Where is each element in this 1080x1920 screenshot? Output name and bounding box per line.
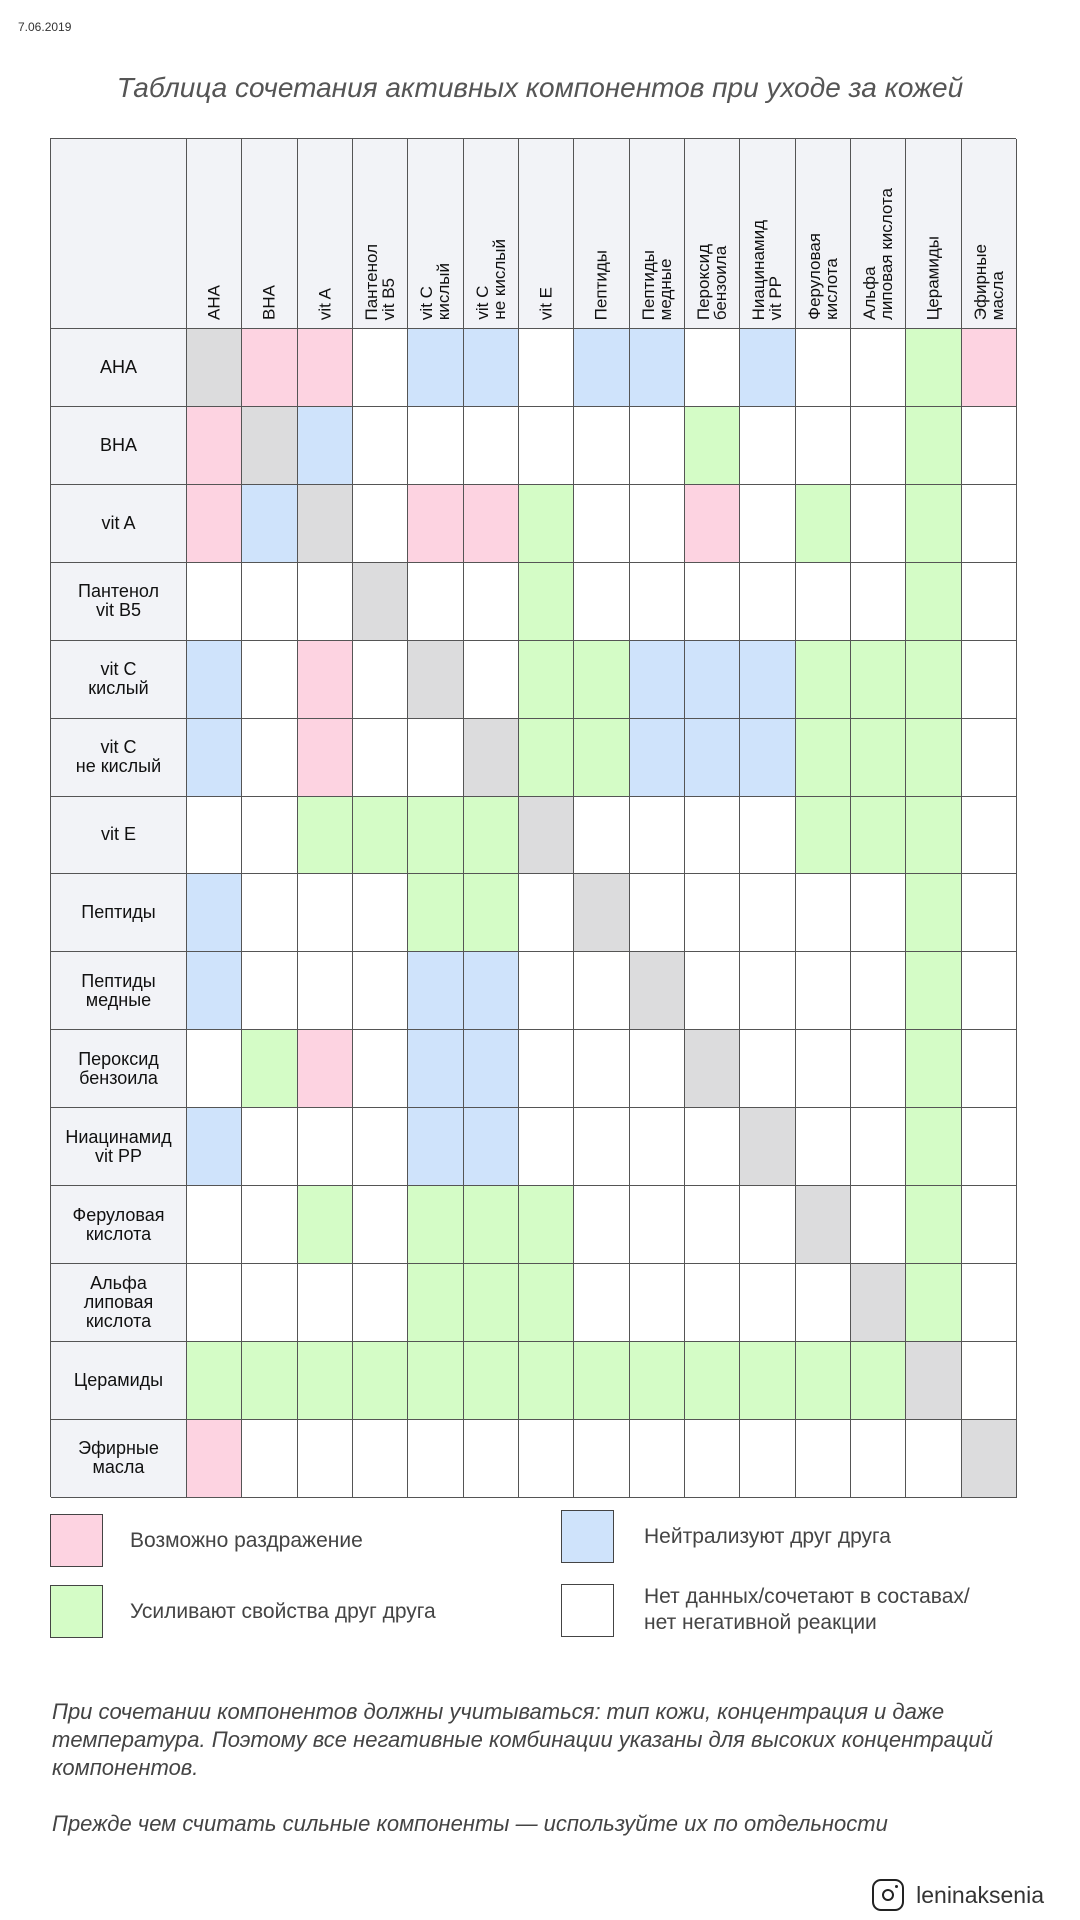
note-paragraph-2: Прежде чем считать сильные компоненты — используйте их по отдельности [52, 1811, 888, 1836]
table-cell-irritation [408, 485, 463, 563]
table-cell-no-data [851, 485, 906, 563]
table-cell-enhance [906, 797, 961, 875]
table-corner [51, 139, 187, 329]
column-header-label: Ниацинамид vit PP [749, 219, 786, 320]
row-header: vit E [51, 797, 187, 875]
table-cell-enhance [574, 641, 629, 719]
table-cell-no-data [408, 563, 463, 641]
table-cell-no-data [298, 1108, 353, 1186]
table-cell-enhance [574, 1342, 629, 1420]
table-cell-no-data [519, 1030, 574, 1108]
table-cell-enhance [796, 719, 851, 797]
table-cell-same [962, 1420, 1017, 1498]
table-cell-no-data [851, 1186, 906, 1264]
table-cell-enhance [519, 719, 574, 797]
table-cell-enhance [242, 1030, 297, 1108]
table-cell-neutralize [630, 719, 685, 797]
table-cell-neutralize [408, 952, 463, 1030]
date-label: 7.06.2019 [18, 20, 72, 34]
table-cell-enhance [906, 1264, 961, 1342]
table-cell-no-data [519, 952, 574, 1030]
table-cell-enhance [408, 797, 463, 875]
table-cell-no-data [574, 1108, 629, 1186]
table-cell-no-data [796, 1420, 851, 1498]
table-cell-enhance [574, 719, 629, 797]
column-header [242, 139, 297, 329]
table-cell-irritation [298, 641, 353, 719]
table-cell-no-data [962, 874, 1017, 952]
table-cell-enhance [408, 1342, 463, 1420]
table-cell-no-data [353, 485, 408, 563]
column-header-label: Пероксид бензоила [694, 243, 731, 320]
table-cell-no-data [574, 1420, 629, 1498]
table-cell-enhance [298, 1342, 353, 1420]
table-cell-enhance [851, 797, 906, 875]
table-cell-no-data [740, 485, 795, 563]
table-cell-no-data [242, 1264, 297, 1342]
table-cell-enhance [685, 1342, 740, 1420]
table-cell-no-data [851, 1108, 906, 1186]
column-header [906, 139, 961, 329]
table-cell-same [685, 1030, 740, 1108]
table-cell-neutralize [740, 641, 795, 719]
row-header: АНА [51, 329, 187, 407]
table-cell-no-data [796, 1264, 851, 1342]
table-cell-enhance [906, 1108, 961, 1186]
table-cell-enhance [464, 797, 519, 875]
column-header [740, 139, 795, 329]
table-cell-enhance [906, 1030, 961, 1108]
column-header-label: Эфирные масла [970, 243, 1007, 320]
table-cell-same [740, 1108, 795, 1186]
table-cell-irritation [187, 407, 242, 485]
table-cell-no-data [298, 1264, 353, 1342]
table-cell-enhance [353, 1342, 408, 1420]
table-cell-no-data [408, 407, 463, 485]
table-cell-enhance [906, 719, 961, 797]
table-cell-no-data [630, 1108, 685, 1186]
column-header [962, 139, 1017, 329]
table-cell-no-data [685, 1264, 740, 1342]
table-cell-no-data [630, 874, 685, 952]
table-cell-enhance [187, 1342, 242, 1420]
table-cell-no-data [962, 1342, 1017, 1420]
table-cell-enhance [906, 407, 961, 485]
table-cell-enhance [796, 797, 851, 875]
column-header [574, 139, 629, 329]
legend-swatch-enhance [50, 1585, 103, 1638]
table-cell-no-data [740, 563, 795, 641]
table-cell-irritation [685, 485, 740, 563]
table-cell-enhance [408, 874, 463, 952]
table-cell-enhance [851, 1342, 906, 1420]
row-header: Церамиды [51, 1342, 187, 1420]
table-cell-no-data [962, 1030, 1017, 1108]
table-cell-enhance [519, 1342, 574, 1420]
row-header: Пептиды [51, 874, 187, 952]
table-cell-neutralize [464, 1030, 519, 1108]
table-cell-neutralize [464, 952, 519, 1030]
table-cell-no-data [574, 797, 629, 875]
table-cell-same [519, 797, 574, 875]
row-header: Пероксид бензоила [51, 1030, 187, 1108]
table-cell-neutralize [408, 329, 463, 407]
column-header [298, 139, 353, 329]
table-cell-no-data [519, 1108, 574, 1186]
table-cell-no-data [685, 329, 740, 407]
table-cell-no-data [962, 1108, 1017, 1186]
table-cell-no-data [464, 1420, 519, 1498]
table-cell-no-data [740, 1264, 795, 1342]
table-cell-enhance [298, 797, 353, 875]
table-cell-enhance [906, 329, 961, 407]
table-cell-enhance [408, 1186, 463, 1264]
table-cell-no-data [519, 1420, 574, 1498]
table-cell-enhance [906, 641, 961, 719]
table-cell-no-data [574, 952, 629, 1030]
column-header [187, 139, 242, 329]
table-cell-no-data [851, 1030, 906, 1108]
table-cell-no-data [685, 1108, 740, 1186]
table-cell-neutralize [408, 1030, 463, 1108]
footer [872, 1876, 1044, 1914]
table-cell-neutralize [740, 329, 795, 407]
table-cell-no-data [464, 407, 519, 485]
table-cell-no-data [630, 1030, 685, 1108]
table-cell-no-data [574, 563, 629, 641]
table-cell-enhance [519, 563, 574, 641]
table-cell-same [574, 874, 629, 952]
table-cell-enhance [906, 485, 961, 563]
table-cell-same [630, 952, 685, 1030]
table-cell-same [298, 485, 353, 563]
table-cell-no-data [298, 1420, 353, 1498]
column-header-label: Феруловая кислота [804, 233, 841, 320]
table-cell-no-data [796, 329, 851, 407]
table-cell-enhance [242, 1342, 297, 1420]
table-cell-neutralize [630, 641, 685, 719]
row-header: Эфирные масла [51, 1420, 187, 1498]
table-cell-no-data [685, 563, 740, 641]
table-cell-no-data [408, 1420, 463, 1498]
table-cell-no-data [464, 641, 519, 719]
table-cell-no-data [353, 874, 408, 952]
table-cell-same [906, 1342, 961, 1420]
table-cell-neutralize [187, 952, 242, 1030]
table-cell-no-data [796, 952, 851, 1030]
table-cell-neutralize [187, 1108, 242, 1186]
table-cell-enhance [796, 641, 851, 719]
table-cell-no-data [519, 329, 574, 407]
table-cell-no-data [574, 1030, 629, 1108]
table-cell-same [851, 1264, 906, 1342]
column-header-label: vit E [536, 286, 556, 320]
table-cell-enhance [906, 874, 961, 952]
table-cell-neutralize [685, 719, 740, 797]
table-cell-no-data [242, 1108, 297, 1186]
table-cell-no-data [353, 719, 408, 797]
column-header-label: Альфа липовая кислота [860, 188, 897, 320]
table-cell-same [464, 719, 519, 797]
table-cell-no-data [353, 641, 408, 719]
table-cell-neutralize [187, 641, 242, 719]
table-cell-no-data [353, 1030, 408, 1108]
column-header [464, 139, 519, 329]
table-cell-no-data [464, 563, 519, 641]
table-cell-neutralize [408, 1108, 463, 1186]
table-cell-no-data [962, 719, 1017, 797]
table-cell-no-data [962, 952, 1017, 1030]
column-header [685, 139, 740, 329]
table-cell-neutralize [187, 719, 242, 797]
table-cell-no-data [851, 329, 906, 407]
table-cell-enhance [519, 1186, 574, 1264]
table-cell-enhance [740, 1342, 795, 1420]
table-cell-enhance [906, 952, 961, 1030]
table-cell-neutralize [242, 485, 297, 563]
table-cell-enhance [906, 1186, 961, 1264]
table-cell-no-data [242, 797, 297, 875]
table-cell-no-data [353, 1420, 408, 1498]
row-header: Альфа липовая кислота [51, 1264, 187, 1342]
table-cell-no-data [962, 407, 1017, 485]
table-cell-no-data [353, 952, 408, 1030]
column-header-label: vit A [315, 287, 335, 320]
column-header [353, 139, 408, 329]
table-cell-no-data [740, 1186, 795, 1264]
table-cell-irritation [298, 329, 353, 407]
table-cell-enhance [851, 719, 906, 797]
table-cell-no-data [574, 485, 629, 563]
row-header: Пантенол vit B5 [51, 563, 187, 641]
legend-swatch-neutralize [561, 1510, 614, 1563]
table-cell-neutralize [187, 874, 242, 952]
table-cell-no-data [796, 874, 851, 952]
row-header: Пептиды медные [51, 952, 187, 1030]
column-header-label: vit C кислый [417, 262, 454, 320]
table-cell-no-data [242, 563, 297, 641]
table-cell-no-data [740, 1420, 795, 1498]
table-cell-no-data [962, 797, 1017, 875]
table-cell-same [187, 329, 242, 407]
table-cell-enhance [464, 1342, 519, 1420]
table-cell-neutralize [464, 329, 519, 407]
compatibility-table [50, 138, 1016, 1497]
table-cell-no-data [298, 874, 353, 952]
table-cell-no-data [298, 952, 353, 1030]
table-cell-irritation [298, 719, 353, 797]
table-cell-enhance [464, 1186, 519, 1264]
column-header-label: АНА [204, 285, 224, 320]
table-cell-no-data [187, 1030, 242, 1108]
table-cell-no-data [353, 407, 408, 485]
table-cell-no-data [685, 1420, 740, 1498]
table-cell-irritation [187, 1420, 242, 1498]
table-cell-no-data [298, 563, 353, 641]
table-cell-same [353, 563, 408, 641]
table-cell-no-data [187, 1186, 242, 1264]
table-cell-enhance [796, 485, 851, 563]
legend-label-irritation: Возможно раздражение [130, 1529, 363, 1552]
table-cell-enhance [906, 563, 961, 641]
table-cell-no-data [796, 1030, 851, 1108]
row-header: vit C кислый [51, 641, 187, 719]
table-cell-same [796, 1186, 851, 1264]
table-cell-no-data [685, 874, 740, 952]
table-cell-no-data [408, 719, 463, 797]
table-cell-irritation [962, 329, 1017, 407]
table-cell-no-data [574, 1264, 629, 1342]
table-cell-same [408, 641, 463, 719]
table-cell-same [242, 407, 297, 485]
table-cell-no-data [187, 797, 242, 875]
table-cell-no-data [353, 1108, 408, 1186]
table-cell-enhance [464, 1264, 519, 1342]
table-cell-enhance [519, 485, 574, 563]
table-cell-neutralize [630, 329, 685, 407]
row-header: vit C не кислый [51, 719, 187, 797]
table-cell-no-data [630, 1186, 685, 1264]
table-cell-irritation [242, 329, 297, 407]
column-header [408, 139, 463, 329]
table-cell-enhance [851, 641, 906, 719]
legend-label-neutralize: Нейтрализуют друг друга [644, 1525, 891, 1548]
table-cell-no-data [519, 407, 574, 485]
column-header [519, 139, 574, 329]
legend-label-enhance: Усиливают свойства друг друга [130, 1600, 436, 1623]
table-cell-no-data [242, 1186, 297, 1264]
table-cell-neutralize [574, 329, 629, 407]
table-cell-no-data [630, 485, 685, 563]
table-cell-no-data [851, 952, 906, 1030]
table-cell-no-data [242, 719, 297, 797]
table-cell-neutralize [740, 719, 795, 797]
table-cell-no-data [187, 1264, 242, 1342]
table-cell-no-data [630, 1420, 685, 1498]
table-cell-no-data [740, 952, 795, 1030]
table-cell-no-data [796, 407, 851, 485]
table-cell-enhance [519, 641, 574, 719]
table-cell-no-data [519, 874, 574, 952]
table-cell-no-data [851, 1420, 906, 1498]
table-cell-irritation [187, 485, 242, 563]
table-cell-irritation [464, 485, 519, 563]
table-cell-no-data [851, 874, 906, 952]
table-cell-no-data [962, 1186, 1017, 1264]
column-header [630, 139, 685, 329]
row-header: Феруловая кислота [51, 1186, 187, 1264]
table-cell-no-data [740, 874, 795, 952]
legend-label-no-data: Нет данных/сочетают в составах/ нет негативной реакции [644, 1585, 970, 1634]
column-header [796, 139, 851, 329]
table-cell-no-data [630, 563, 685, 641]
table-cell-no-data [740, 1030, 795, 1108]
table-cell-no-data [353, 1186, 408, 1264]
column-header-label: vit C не кислый [472, 239, 509, 320]
table-cell-no-data [187, 563, 242, 641]
table-cell-no-data [740, 797, 795, 875]
table-cell-no-data [962, 563, 1017, 641]
column-header-label: ВНА [259, 285, 279, 320]
table-cell-enhance [685, 407, 740, 485]
row-header: vit A [51, 485, 187, 563]
table-cell-no-data [574, 1186, 629, 1264]
table-cell-neutralize [685, 641, 740, 719]
table-cell-neutralize [298, 407, 353, 485]
table-cell-no-data [353, 1264, 408, 1342]
page-title: Таблица сочетания активных компонентов при уходе за кожей [116, 72, 964, 103]
row-header: Ниацинамид vit PP [51, 1108, 187, 1186]
column-header-label: Пантенол vit B5 [362, 243, 399, 320]
column-header-label: Церамиды [923, 235, 943, 320]
table-cell-no-data [242, 1420, 297, 1498]
table-cell-no-data [685, 797, 740, 875]
column-header [851, 139, 906, 329]
instagram-handle[interactable]: leninaksenia [916, 1881, 1044, 1908]
table-cell-no-data [242, 952, 297, 1030]
table-cell-enhance [464, 874, 519, 952]
table-cell-no-data [796, 563, 851, 641]
table-cell-no-data [685, 952, 740, 1030]
legend-swatch-no-data [561, 1584, 614, 1637]
table-cell-enhance [796, 1342, 851, 1420]
table-cell-no-data [851, 563, 906, 641]
table-cell-no-data [962, 641, 1017, 719]
table-cell-enhance [519, 1264, 574, 1342]
table-cell-no-data [962, 485, 1017, 563]
table-cell-no-data [962, 1264, 1017, 1342]
table-cell-no-data [630, 797, 685, 875]
column-header-label: Пептиды медные [638, 249, 675, 320]
table-cell-no-data [906, 1420, 961, 1498]
table-cell-enhance [353, 797, 408, 875]
table-cell-enhance [630, 1342, 685, 1420]
table-cell-no-data [851, 407, 906, 485]
table-cell-neutralize [464, 1108, 519, 1186]
table-cell-no-data [685, 1186, 740, 1264]
table-cell-irritation [298, 1030, 353, 1108]
table-cell-no-data [630, 1264, 685, 1342]
table-cell-no-data [574, 407, 629, 485]
instagram-icon [872, 1879, 904, 1911]
table-cell-enhance [408, 1264, 463, 1342]
table-cell-no-data [242, 874, 297, 952]
table-cell-no-data [630, 407, 685, 485]
column-header-label: Пептиды [591, 249, 611, 320]
row-header: ВНА [51, 407, 187, 485]
table-cell-no-data [740, 407, 795, 485]
table-cell-no-data [353, 329, 408, 407]
table-cell-no-data [796, 1108, 851, 1186]
table-cell-no-data [242, 641, 297, 719]
legend-swatch-irritation [50, 1514, 103, 1567]
note-paragraph-1: При сочетании компонентов должны учитываться: тип кожи, концентрация и даже температура. Поэтому все негативные комбинации указаны для высоких концентраций компонентов. [52, 1699, 993, 1780]
table-cell-enhance [298, 1186, 353, 1264]
